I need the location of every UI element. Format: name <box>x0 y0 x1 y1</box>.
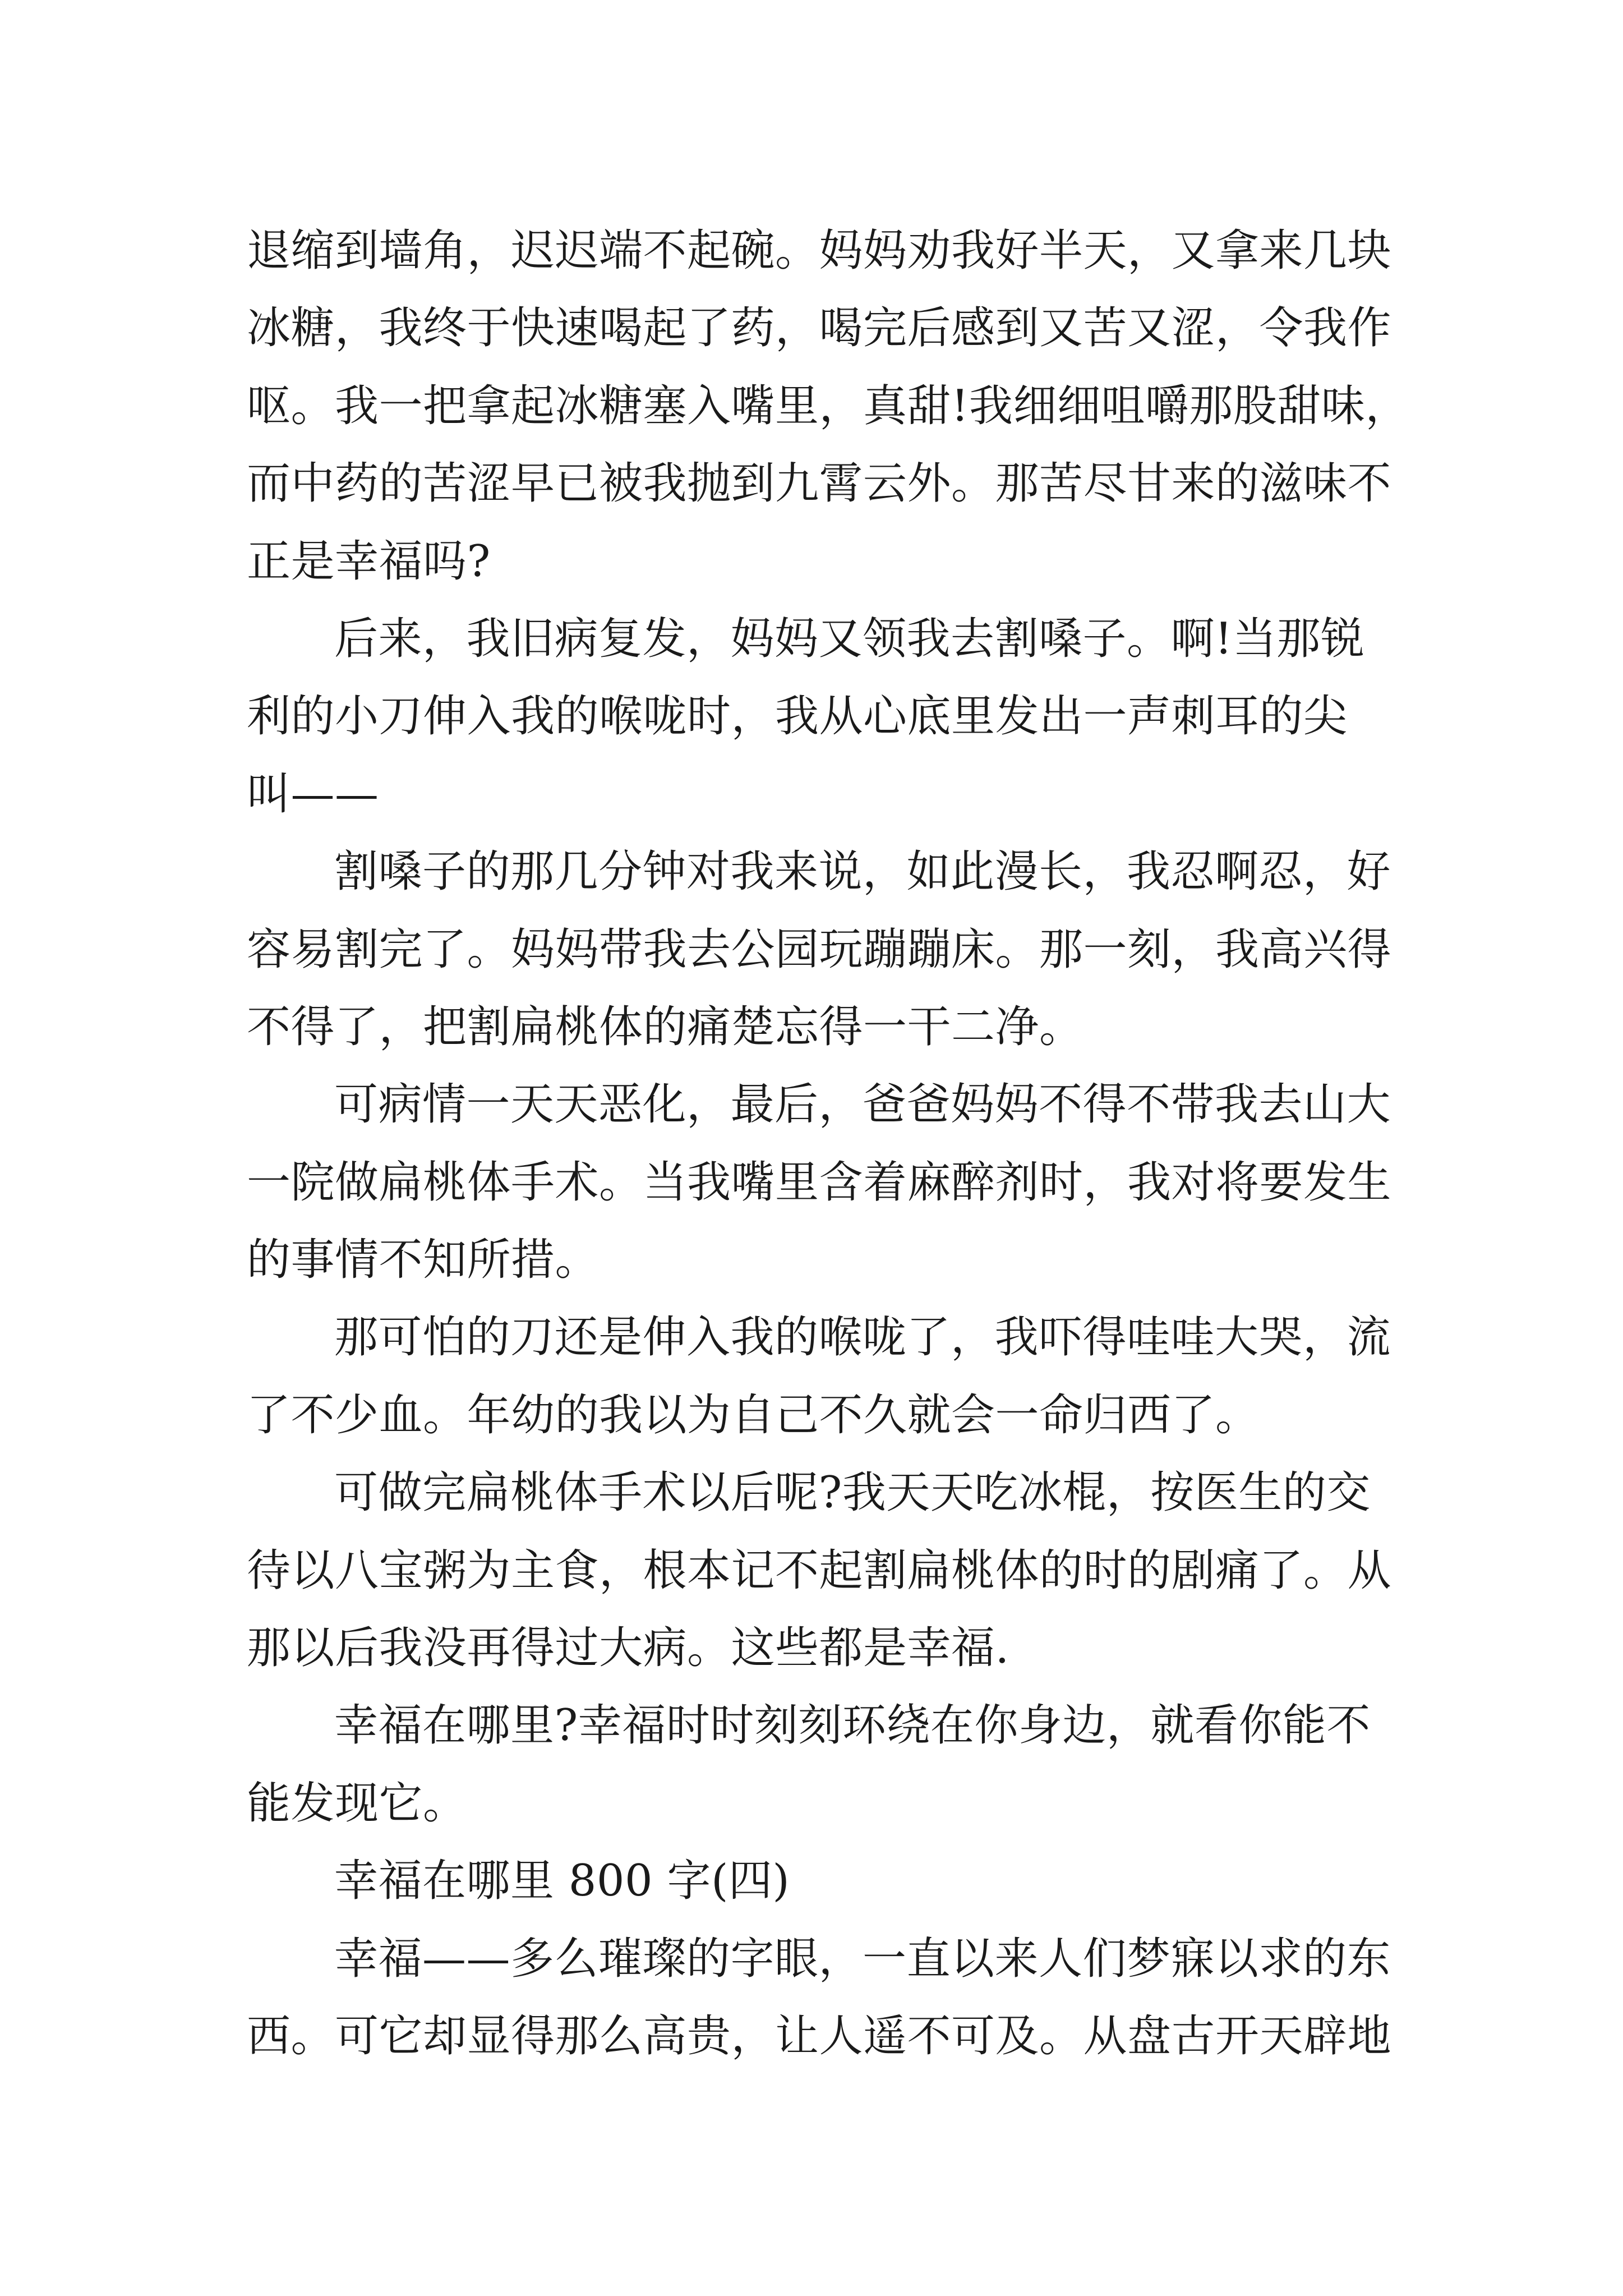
text-line: 退缩到墙角，迟迟端不起碗。妈妈劝我好半天，又拿来几块 <box>247 226 1392 276</box>
text-line: 幸福在哪里 800 字(四) <box>334 1856 790 1907</box>
text-line: 那可怕的刀还是伸入我的喉咙了，我吓得哇哇大哭，流 <box>334 1312 1391 1363</box>
text-line: 容易割完了。妈妈带我去公园玩蹦蹦床。那一刻，我高兴得 <box>247 924 1392 975</box>
body-text <box>247 212 1409 2075</box>
text-line: 叫—— <box>247 769 379 820</box>
text-line: 冰糖，我终于快速喝起了药，喝完后感到又苦又涩，令我作 <box>247 303 1392 354</box>
text-line: 不得了，把割扁桃体的痛楚忘得一干二净。 <box>247 1001 1083 1052</box>
text-line: 幸福——多么璀璨的字眼，一直以来人们梦寐以求的东 <box>334 1933 1391 1984</box>
text-line: 的事情不知所措。 <box>247 1235 600 1286</box>
text-line: 割嗓子的那几分钟对我来说，如此漫长，我忍啊忍，好 <box>334 846 1391 898</box>
text-line: 能发现它。 <box>247 1778 467 1829</box>
text-line: 正是幸福吗? <box>247 536 491 587</box>
text-line: 了不少血。年幼的我以为自己不久就会一命归西了。 <box>247 1389 1260 1441</box>
text-line: 那以后我没再得过大病。这些都是幸福. <box>247 1623 1009 1674</box>
text-line: 一院做扁桃体手术。当我嘴里含着麻醉剂时，我对将要发生 <box>247 1157 1392 1208</box>
text-line: 幸福在哪里?幸福时时刻刻环绕在你身边，就看你能不 <box>334 1700 1371 1751</box>
text-line: 待以八宝粥为主食，根本记不起割扁桃体的时的剧痛了。从 <box>247 1545 1392 1596</box>
text-line: 利的小刀伸入我的喉咙时，我从心底里发出一声刺耳的尖 <box>247 691 1348 742</box>
text-line: 呕。我一把拿起冰糖塞入嘴里，真甜!我细细咀嚼那股甜味， <box>247 380 1409 431</box>
text-line: 可病情一天天恶化，最后，爸爸妈妈不得不带我去山大 <box>334 1079 1391 1130</box>
text-line: 后来，我旧病复发，妈妈又领我去割嗓子。啊!当那锐 <box>334 613 1365 664</box>
text-line: 西。可它却显得那么高贵，让人遥不可及。从盘古开天辟地 <box>247 2010 1392 2062</box>
text-line: 而中药的苦涩早已被我抛到九霄云外。那苦尽甘来的滋味不 <box>247 458 1392 509</box>
text-line: 可做完扁桃体手术以后呢?我天天吃冰棍，按医生的交 <box>334 1467 1371 1519</box>
